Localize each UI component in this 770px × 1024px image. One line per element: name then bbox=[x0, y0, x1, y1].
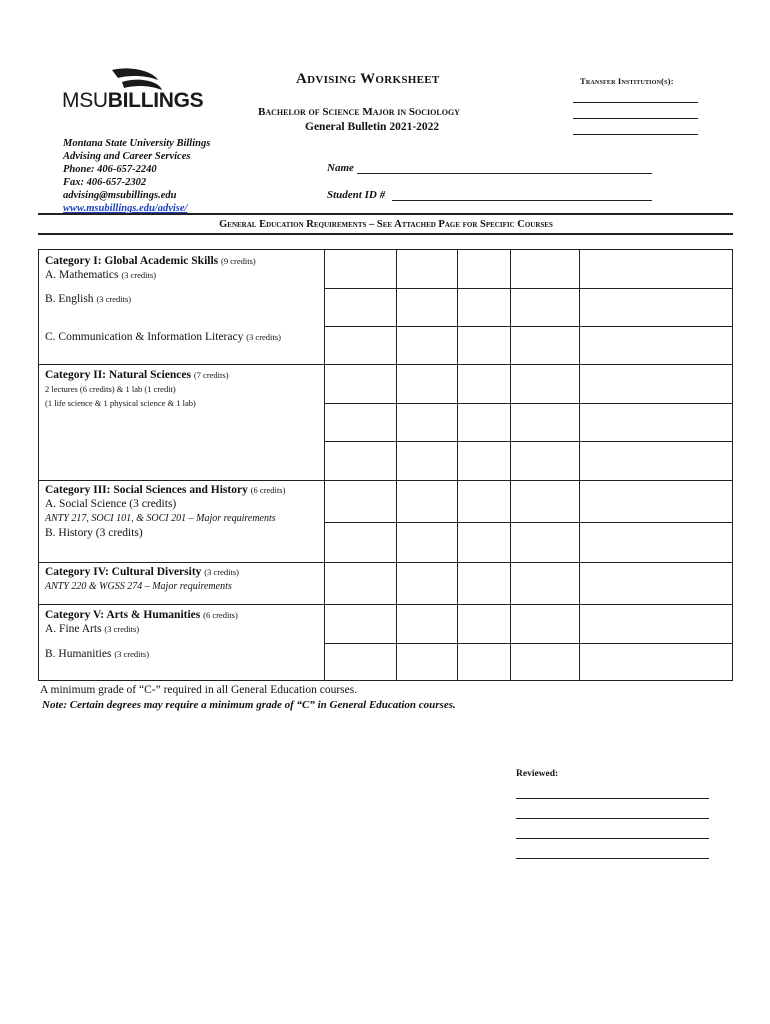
student-id-label: Student ID # bbox=[327, 189, 386, 201]
category-5-humanities: B. Humanities (3 credits) bbox=[45, 648, 150, 660]
transfer-line-3[interactable] bbox=[573, 134, 698, 135]
transfer-label: Transfer Institution(s): bbox=[580, 76, 674, 86]
reviewed-label: Reviewed: bbox=[516, 769, 559, 779]
reviewed-line-2[interactable] bbox=[516, 818, 709, 819]
student-id-field[interactable] bbox=[392, 200, 652, 201]
website-link[interactable]: www.msubillings.edu/advise/ bbox=[63, 203, 188, 214]
email: advising@msubillings.edu bbox=[63, 190, 177, 201]
logo-wordmark: MSUBILLINGS bbox=[62, 89, 204, 112]
institution-name: Montana State University Billings bbox=[63, 138, 211, 149]
category-4: Category IV: Cultural Diversity (3 credits) ANTY 220 & WGSS 274 – Major requirements bbox=[45, 566, 239, 592]
bulletin-year: General Bulletin 2021-2022 bbox=[305, 121, 440, 133]
divider-bottom bbox=[38, 233, 733, 235]
category-3: Category III: Social Sciences and History (6 credits) A. Social Science (3 credits) ANTY 217, SOCI 101, & SOCI 201 – Major requirements bbox=[45, 484, 286, 524]
requirements-table bbox=[38, 249, 733, 681]
reviewed-line-3[interactable] bbox=[516, 838, 709, 839]
page-title: Advising Worksheet bbox=[296, 71, 440, 87]
category-3-history: B. History (3 credits) bbox=[45, 527, 143, 539]
reviewed-line-1[interactable] bbox=[516, 798, 709, 799]
category-1-english: B. English (3 credits) bbox=[45, 293, 132, 305]
transfer-line-1[interactable] bbox=[573, 102, 698, 103]
name-label: Name bbox=[327, 162, 354, 174]
transfer-line-2[interactable] bbox=[573, 118, 698, 119]
degree-subtitle: Bachelor of Science Major in Sociology bbox=[258, 106, 460, 118]
divider-top bbox=[38, 213, 733, 215]
category-5: Category V: Arts & Humanities (6 credits) A. Fine Arts (3 credits) bbox=[45, 609, 238, 635]
phone: Phone: 406-657-2240 bbox=[63, 164, 157, 175]
reviewed-line-4[interactable] bbox=[516, 858, 709, 859]
contact-block bbox=[63, 137, 210, 215]
certain-degrees-note: Note: Certain degrees may require a minimum grade of “C” in General Education courses. bbox=[42, 699, 456, 711]
gen-ed-heading: General Education Requirements – See Attached Page for Specific Courses bbox=[219, 219, 553, 230]
category-1-communication: C. Communication & Information Literacy (3 credits) bbox=[45, 331, 281, 343]
category-2: Category II: Natural Sciences (7 credits) 2 lectures (6 credits) & 1 lab (1 credit) (1 life science & 1 physical science & 1 lab) bbox=[45, 369, 229, 408]
category-1: Category I: Global Academic Skills (9 credits) A. Mathematics (3 credits) bbox=[45, 255, 256, 281]
name-field[interactable] bbox=[357, 173, 652, 174]
min-grade-note: A minimum grade of “C-” required in all General Education courses. bbox=[40, 684, 358, 696]
fax: Fax: 406-657-2302 bbox=[63, 177, 147, 188]
office-name: Advising and Career Services bbox=[63, 151, 191, 162]
